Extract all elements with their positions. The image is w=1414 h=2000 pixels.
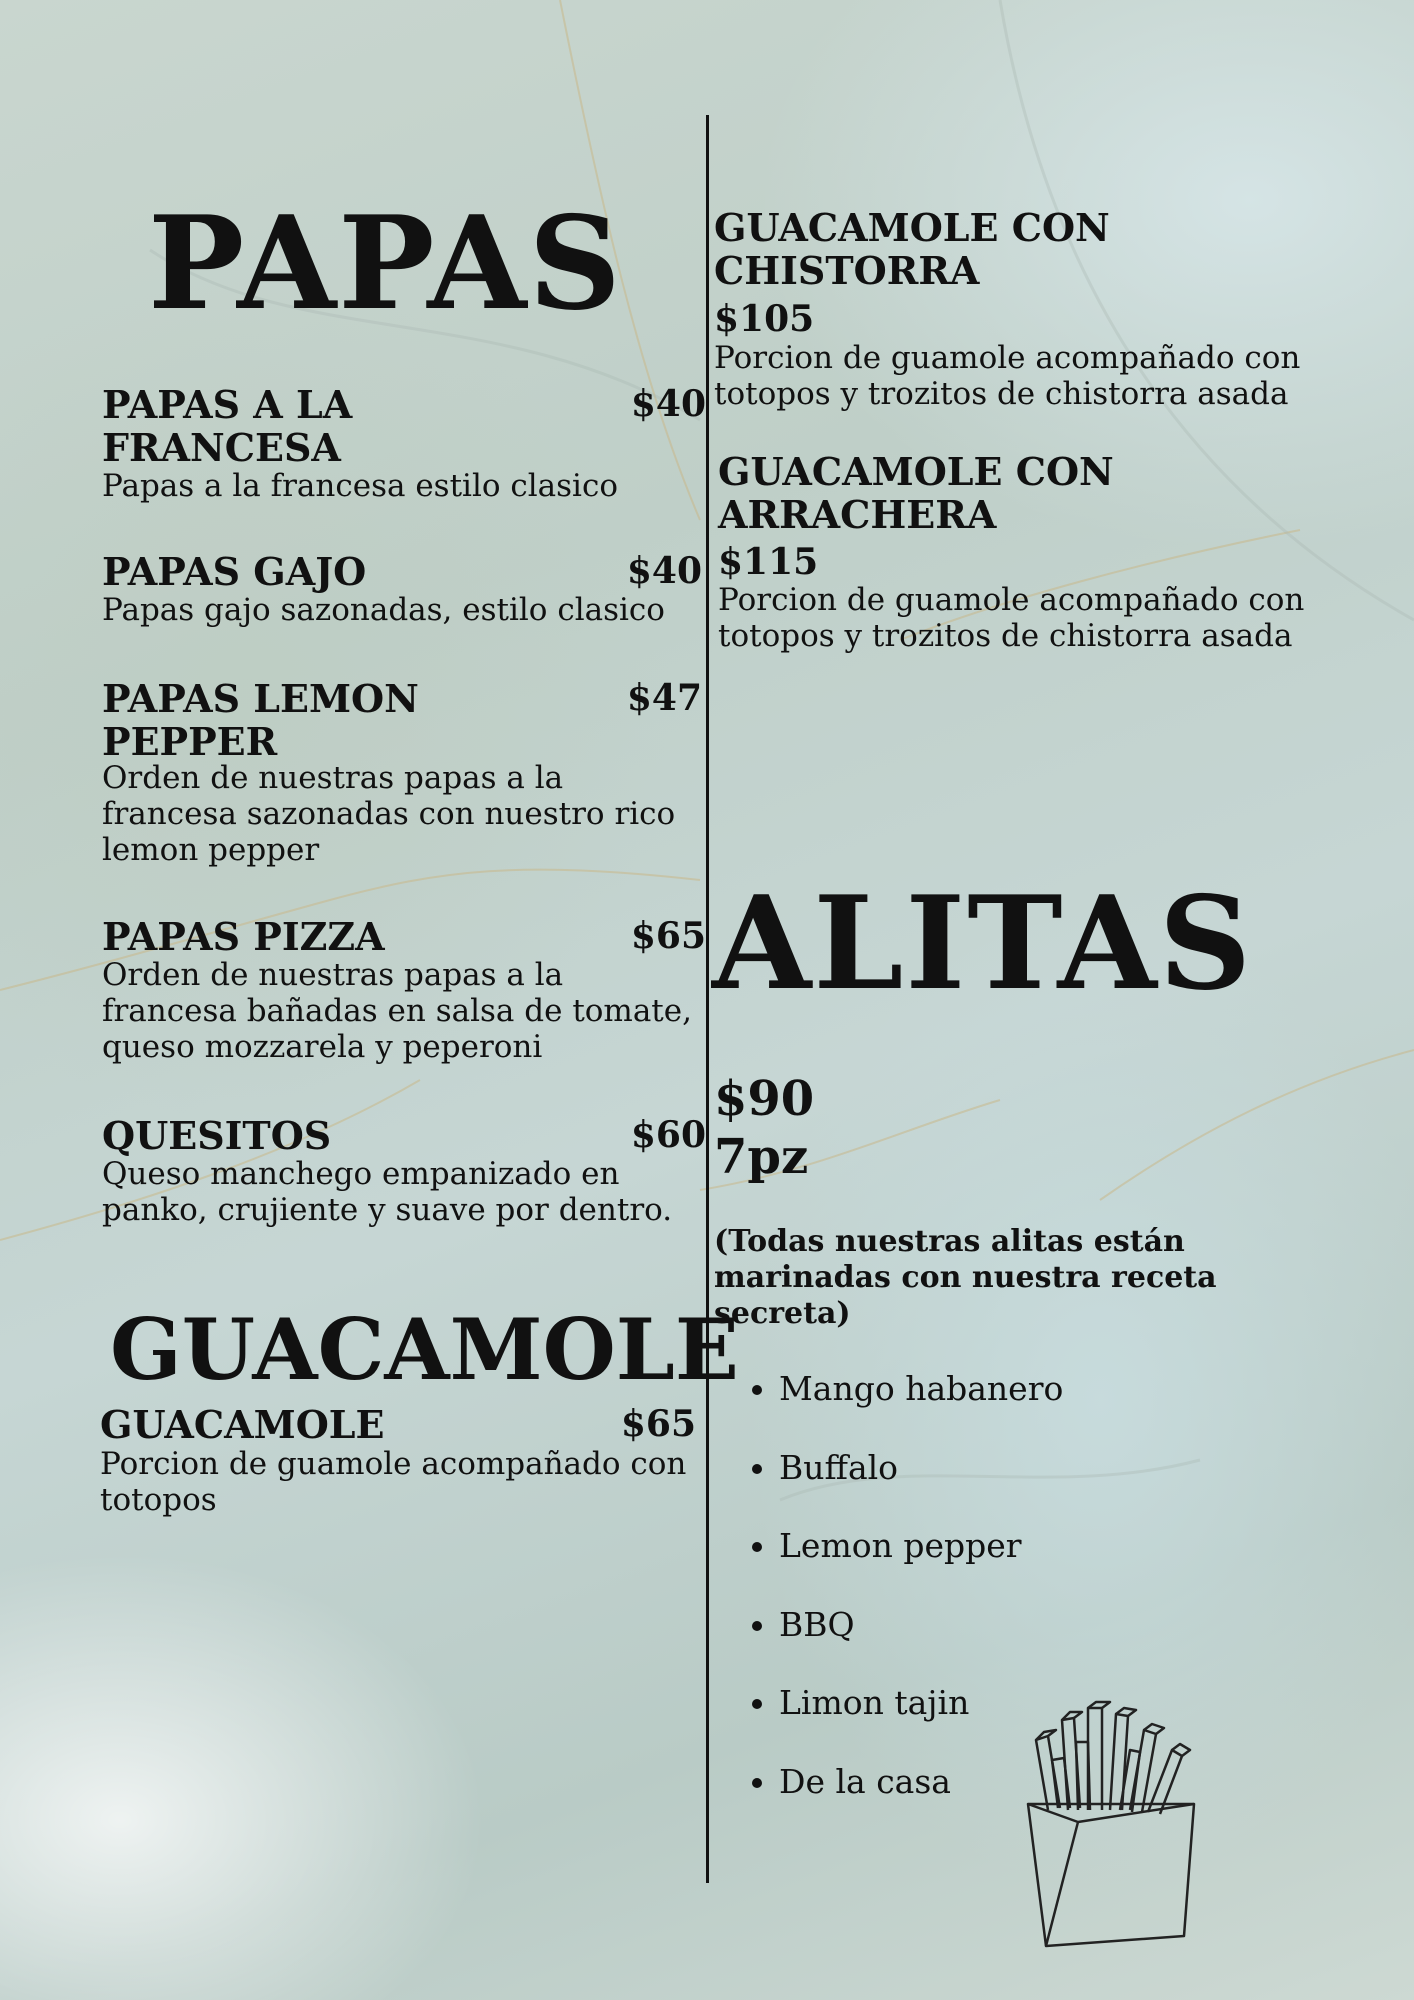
- item-price: $47: [626, 677, 702, 719]
- item-description: Orden de nuestras papas a la francesa sazonadas con nuestro rico lemon pepper: [102, 760, 676, 868]
- list-item: • BBQ: [779, 1596, 1063, 1675]
- item-name: PAPAS A LA FRANCESA: [102, 382, 353, 470]
- item-price: $115: [718, 541, 819, 583]
- item-name: GUACAMOLE CON CHISTORRA: [714, 205, 1110, 293]
- item-description: Porcion de guamole acompañado con totopos: [100, 1446, 687, 1518]
- item-name: QUESITOS: [102, 1113, 332, 1158]
- list-item: • Limon tajin: [779, 1674, 1063, 1753]
- item-description: Papas a la francesa estilo clasico: [102, 468, 618, 504]
- french-fries-icon: [1018, 1700, 1208, 1960]
- item-name: PAPAS GAJO: [102, 549, 367, 594]
- alitas-note: (Todas nuestras alitas están marinadas con nuestra receta secreta): [714, 1224, 1217, 1331]
- item-name: PAPAS PIZZA: [102, 914, 385, 959]
- item-name: GUACAMOLE CON ARRACHERA: [718, 449, 1114, 537]
- item-price: $65: [620, 1403, 696, 1445]
- item-description: Porcion de guamole acompañado con totopos y trozitos de chistorra asada: [714, 340, 1301, 412]
- list-item: • Mango habanero: [779, 1360, 1063, 1439]
- item-price: $40: [630, 383, 706, 425]
- alitas-price: $90: [714, 1071, 815, 1127]
- item-name: PAPAS LEMON PEPPER: [102, 676, 419, 764]
- section-title-guacamole: GUACAMOLE: [110, 1300, 739, 1399]
- list-item: • De la casa: [779, 1753, 1063, 1832]
- section-title-papas: PAPAS: [148, 189, 623, 339]
- item-description: Porcion de guamole acompañado con totopos y trozitos de chistorra asada: [718, 582, 1305, 654]
- item-price: $60: [630, 1114, 706, 1156]
- item-description: Queso manchego empanizado en panko, crujiente y suave por dentro.: [102, 1156, 673, 1228]
- alitas-pieces: 7pz: [714, 1129, 809, 1185]
- alitas-flavor-list: [735, 1360, 1063, 1831]
- item-price: $105: [714, 298, 815, 340]
- item-description: Orden de nuestras papas a la francesa bañadas en salsa de tomate, queso mozzarela y peperoni: [102, 957, 692, 1065]
- section-title-alitas: ALITAS: [712, 869, 1254, 1019]
- item-name: GUACAMOLE: [100, 1402, 385, 1447]
- item-description: Papas gajo sazonadas, estilo clasico: [102, 592, 665, 628]
- item-price: $40: [626, 550, 702, 592]
- item-price: $65: [630, 915, 706, 957]
- column-divider: [706, 115, 709, 1883]
- list-item: • Lemon pepper: [779, 1517, 1063, 1596]
- list-item: • Buffalo: [779, 1439, 1063, 1518]
